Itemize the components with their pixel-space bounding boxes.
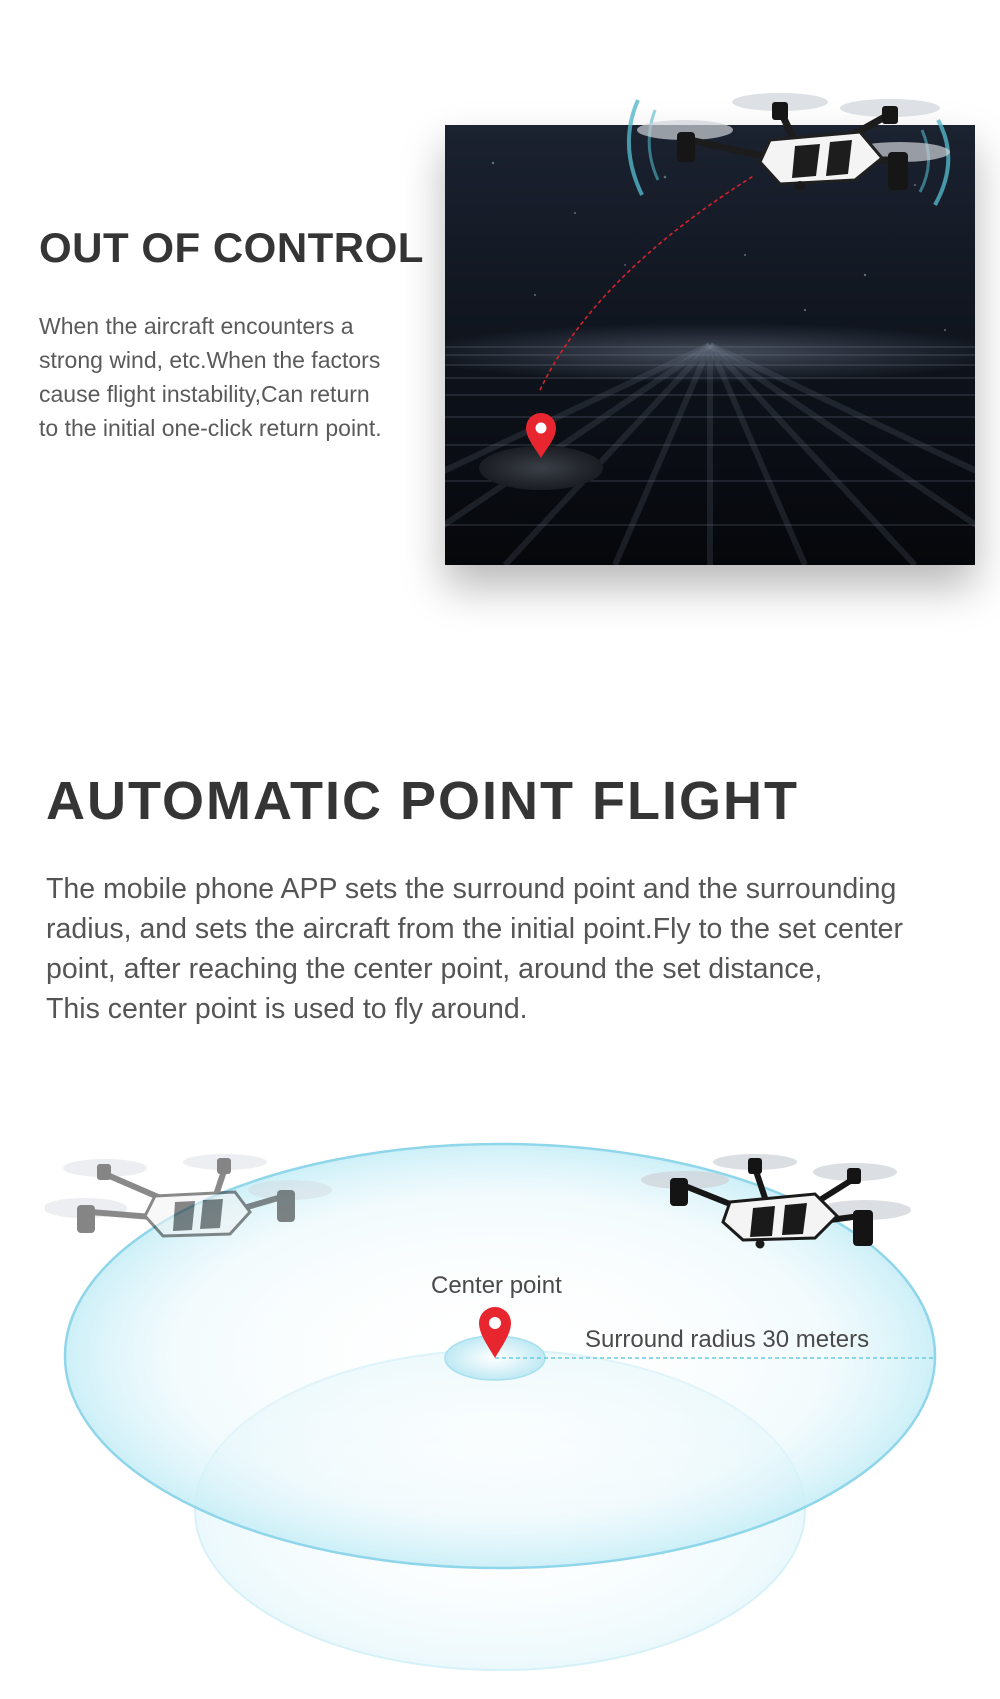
point-flight-line: radius, and sets the aircraft from the initial point.Fly to the set center — [46, 913, 903, 945]
surround-radius-label: Surround radius 30 meters — [585, 1326, 870, 1353]
out-of-control-line: strong wind, etc.When the factors — [39, 347, 381, 373]
out-of-control-description — [39, 309, 429, 445]
drone-icon — [625, 1150, 925, 1260]
point-flight-description — [46, 869, 976, 1029]
point-flight-title: AUTOMATIC POINT FLIGHT — [46, 771, 799, 831]
point-flight-line: point, after reaching the center point, around the set distance, — [46, 953, 823, 985]
out-of-control-line: to the initial one-click return point. — [39, 415, 382, 441]
drone-icon — [620, 80, 960, 220]
out-of-control-line: cause flight instability,Can return — [39, 381, 370, 407]
out-of-control-line: When the aircraft encounters a — [39, 313, 354, 339]
center-point-label: Center point — [431, 1272, 562, 1299]
point-flight-line: The mobile phone APP sets the surround point and the surrounding — [46, 873, 897, 905]
point-flight-line: This center point is used to fly around. — [46, 993, 528, 1025]
drone-icon — [45, 1150, 345, 1260]
out-of-control-title: OUT OF CONTROL — [39, 224, 424, 271]
